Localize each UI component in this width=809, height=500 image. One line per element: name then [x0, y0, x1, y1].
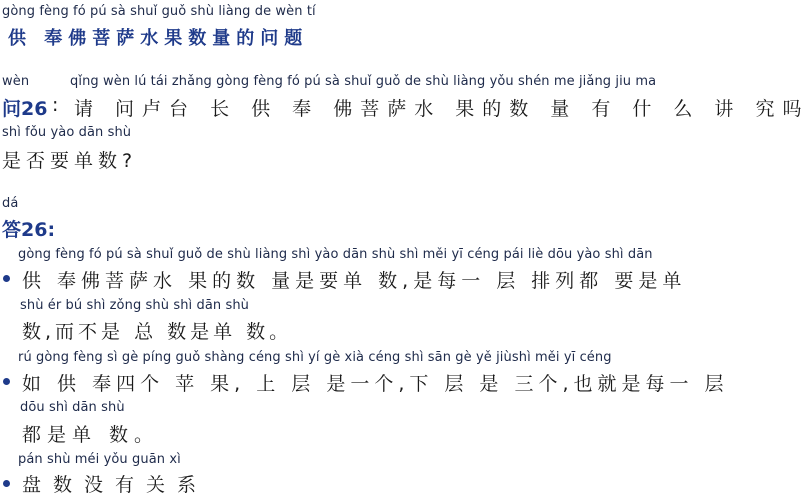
page-title: 供 奉佛菩萨水果数量的问题	[8, 28, 309, 49]
answer-bullet-2-pinyin-1: rú gòng fèng sì gè píng guǒ shàng céng shì yí gè xià céng shì sān gè yě jiùshì měi yī céng	[18, 350, 612, 365]
question-pinyin-line-1: qǐng wèn lú tái zhǎng gòng fèng fó pú sà shuǐ guǒ de shù liàng yǒu shén me jiǎng jiu ma	[70, 74, 657, 89]
answer-bullet-1-pinyin-2: shù ér bú shì zǒng shù shì dān shù	[20, 298, 250, 313]
answer-bullet-2-text-2: 都是单 数。	[22, 424, 160, 446]
answer-bullet-1-text-2: 数,而不是 总 数是单 数。	[22, 321, 293, 343]
question-label-pinyin: wèn	[2, 74, 30, 89]
answer-bullet-2-pinyin-2: dōu shì dān shù	[20, 400, 125, 415]
answer-bullet-1-text-1: 供 奉佛菩萨水 果的数 量是要单 数,是每一 层 排列都 要是单	[22, 270, 687, 292]
answer-label: 答26:	[2, 219, 56, 241]
answer-bullet-2-text-1: 如 供 奉四个 苹 果, 上 层 是一个,下 层 是 三个,也就是每一 层	[22, 373, 729, 395]
answer-bullet-3-text-1: 盘数没有关系	[22, 474, 209, 496]
question-text-line-1: 请 问卢台 长 供 奉 佛菩萨水 果的数 量 有 什 么 讲 究吗	[74, 98, 809, 120]
answer-label-pinyin: dá	[2, 196, 19, 211]
bullet-dot-icon	[3, 275, 10, 282]
bullet-dot-icon	[3, 480, 10, 487]
question-text-line-2: 是否要单数?	[2, 150, 138, 172]
answer-bullet-1-pinyin-1: gòng fèng fó pú sà shuǐ guǒ de shù liàng shì yào dān shù shì měi yī céng pái liè dōu yào shì dān	[18, 247, 653, 262]
question-colon: :	[52, 94, 59, 116]
bullet-dot-icon	[3, 378, 10, 385]
question-pinyin-line-2: shì fǒu yào dān shù	[2, 125, 132, 140]
question-label: 问26	[2, 98, 48, 120]
title-pinyin: gòng fèng fó pú sà shuǐ guǒ shù liàng de wèn tí	[2, 4, 316, 19]
answer-bullet-3-pinyin-1: pán shù méi yǒu guān xì	[18, 452, 181, 467]
